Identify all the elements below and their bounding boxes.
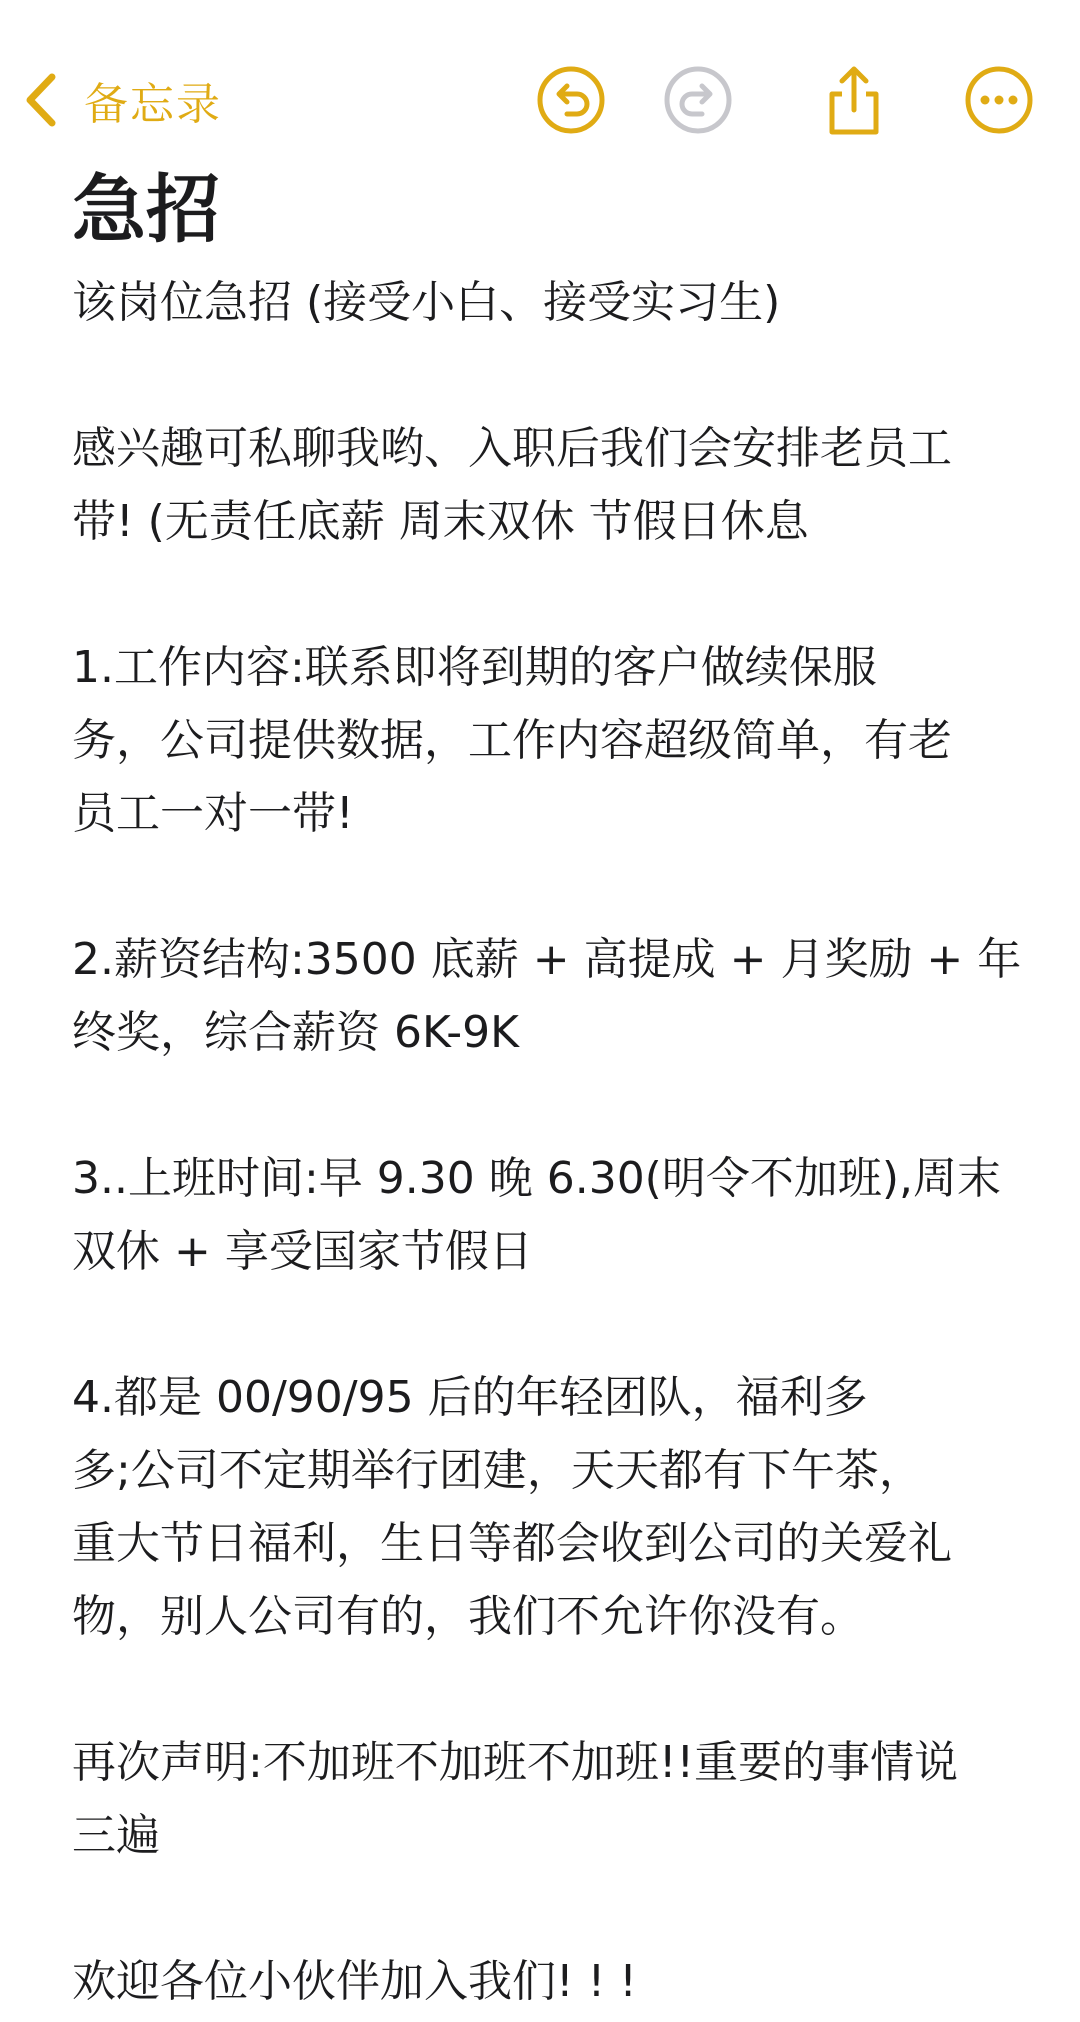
paragraph-gap (72, 1872, 1032, 1945)
note-paragraph[interactable] (72, 412, 1032, 558)
note-line: 该岗位急招 (接受小白、接受实习生) (72, 277, 781, 328)
note-title[interactable]: 急招 (72, 167, 220, 253)
more-button[interactable] (963, 64, 1035, 136)
note-line: 欢迎各位小伙伴加入我们! ! ! (72, 1956, 637, 2007)
note-paragraph[interactable] (72, 266, 1032, 339)
note-paragraph[interactable] (72, 631, 1032, 850)
more-icon (963, 64, 1035, 136)
paragraph-gap (72, 1653, 1032, 1726)
share-icon (818, 64, 890, 136)
paragraph-gap (72, 1288, 1032, 1361)
note-body[interactable] (72, 266, 1032, 2018)
undo-icon (535, 64, 607, 136)
note-paragraph[interactable] (72, 1361, 1032, 1653)
note-line: 带! (无责任底薪 周末双休 节假日休息 (72, 496, 809, 547)
chevron-left-icon (18, 69, 66, 131)
note-line: 3..上班时间:早 9.30 晚 6.30(明令不加班),周末 (72, 1153, 1002, 1204)
undo-button[interactable] (535, 64, 607, 136)
redo-icon (662, 64, 734, 136)
back-label: 备忘录 (84, 79, 222, 130)
note-line: 务，公司提供数据，工作内容超级简单，有老 (72, 715, 952, 766)
note-line: 重大节日福利，生日等都会收到公司的关爱礼 (72, 1518, 952, 1569)
redo-button[interactable] (662, 64, 734, 136)
note-paragraph[interactable] (72, 1726, 1032, 1872)
note-line: 4.都是 00/90/95 后的年轻团队，福利多 (72, 1372, 868, 1423)
note-line: 物，别人公司有的，我们不允许你没有。 (72, 1591, 864, 1642)
paragraph-gap (72, 558, 1032, 631)
note-line: 2.薪资结构:3500 底薪 + 高提成 + 月奖励 + 年 (72, 934, 1022, 985)
note-paragraph[interactable] (72, 1945, 1032, 2018)
note-paragraph[interactable] (72, 1142, 1032, 1288)
note-line: 1.工作内容:联系即将到期的客户做续保服 (72, 642, 877, 693)
paragraph-gap (72, 339, 1032, 412)
paragraph-gap (72, 1069, 1032, 1142)
note-line: 再次声明:不加班不加班不加班!!重要的事情说 (72, 1737, 959, 1788)
note-line: 员工一对一带! (72, 788, 354, 839)
note-toolbar (0, 0, 1080, 160)
note-content[interactable] (72, 160, 1032, 2018)
back-button[interactable] (18, 62, 222, 138)
paragraph-gap (72, 850, 1032, 923)
note-line: 终奖，综合薪资 6K-9K (72, 1007, 519, 1058)
note-line: 感兴趣可私聊我哟、入职后我们会安排老员工 (72, 423, 952, 474)
share-button[interactable] (818, 64, 890, 136)
note-line: 三遍 (72, 1810, 160, 1861)
note-line: 多;公司不定期举行团建，天天都有下午茶， (72, 1445, 923, 1496)
note-paragraph[interactable] (72, 923, 1032, 1069)
note-line: 双休 + 享受国家节假日 (72, 1226, 533, 1277)
